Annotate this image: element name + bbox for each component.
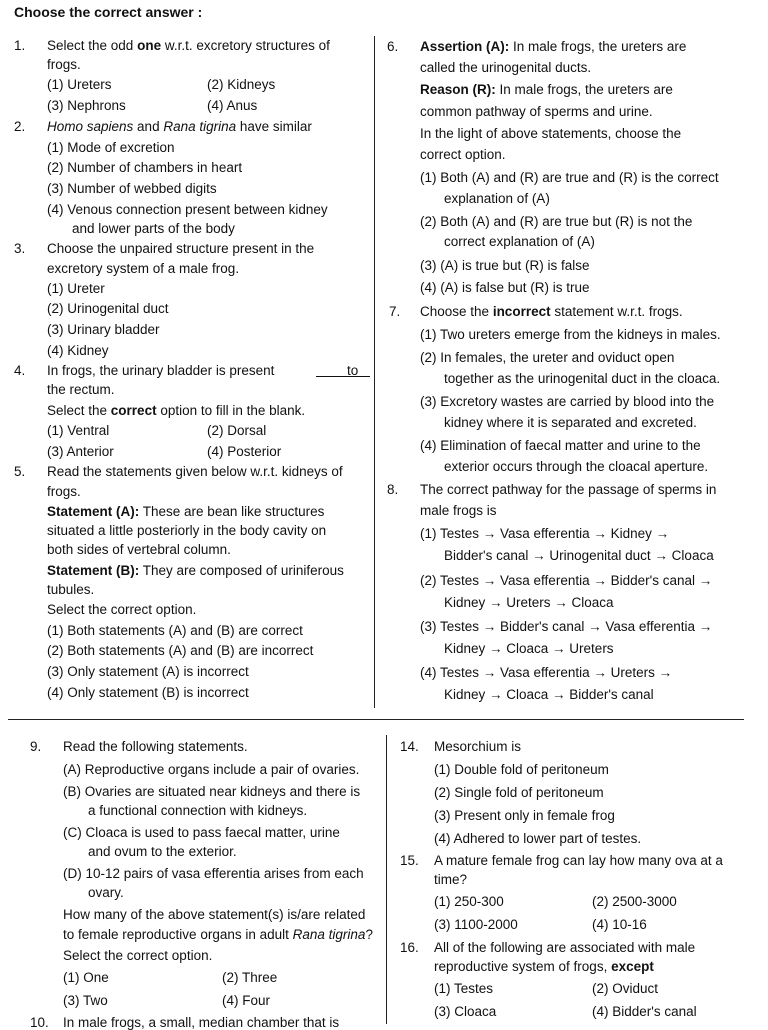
option-2-cont: together as the urinogenital duct in the cloaca.: [444, 371, 721, 386]
question-number: 16.: [400, 940, 419, 955]
assertion: Assertion (A): In male frogs, the ureters are: [420, 39, 687, 54]
option-3: (3) Two: [63, 993, 108, 1008]
question-number: 7.: [389, 304, 401, 319]
statement-b: (B) Ovaries are situated near kidneys and there is: [63, 784, 361, 799]
statement-a: (A) Reproductive organs include a pair of ovaries.: [63, 762, 360, 777]
question-text: Choose the incorrect statement w.r.t. frogs.: [420, 304, 683, 319]
option-4: (4) Testes → Vasa efferentia → Ureters →: [420, 665, 673, 680]
option-1: (1) Ventral: [47, 423, 110, 438]
option-1-cont: explanation of (A): [444, 191, 550, 206]
option-4: (4) Elimination of faecal matter and urine to the: [420, 438, 701, 453]
option-4-cont: Kidney → Cloaca → Bidder's canal: [444, 687, 654, 702]
assertion: called the urinogenital ducts.: [420, 60, 592, 75]
question-text: time?: [434, 872, 468, 887]
option-3: (3) Urinary bladder: [47, 322, 160, 337]
question-text: Read the following statements.: [63, 739, 248, 754]
question-number: 14.: [400, 739, 419, 754]
option-1: (1) Testes → Vasa efferentia → Kidney →: [420, 526, 670, 541]
question-text: the rectum.: [47, 382, 115, 397]
option-2: (2) Dorsal: [207, 423, 267, 438]
question-text: correct option.: [420, 147, 506, 162]
option-4: (4) Bidder's canal: [592, 1004, 697, 1019]
option-1: (1) 250-300: [434, 894, 504, 909]
option-4: (4) Only statement (B) is incorrect: [47, 685, 249, 700]
option-4: (4) Venous connection present between kidney: [47, 202, 328, 217]
question-text: In frogs, the urinary bladder is present: [47, 363, 275, 378]
question-number: 10.: [30, 1015, 49, 1030]
question-number: 6.: [387, 39, 399, 54]
option-2: (2) Kidneys: [207, 77, 276, 92]
option-2: (2) Urinogenital duct: [47, 301, 169, 316]
question-text: frogs.: [47, 484, 81, 499]
option-2: (2) Number of chambers in heart: [47, 160, 243, 175]
column-divider-top: [374, 36, 375, 708]
question-number: 9.: [30, 739, 42, 754]
question-text: Read the statements given below w.r.t. kidneys of: [47, 464, 343, 479]
question-text: Select the correct option to fill in the blank.: [47, 403, 306, 418]
option-1: (1) Ureter: [47, 281, 105, 296]
statement-c: (C) Cloaca is used to pass faecal matter, urine: [63, 825, 340, 840]
question-text: Choose the unpaired structure present in the: [47, 241, 315, 256]
statement-a: both sides of vertebral column.: [47, 542, 231, 557]
statement-d-cont: ovary.: [88, 885, 124, 900]
option-4: (4) Adhered to lower part of testes.: [434, 831, 642, 846]
question-number: 5.: [14, 464, 26, 479]
question-text: male frogs is: [420, 503, 497, 518]
option-3: (3) Anterior: [47, 444, 114, 459]
option-2: (2) Testes → Vasa efferentia → Bidder's canal →: [420, 573, 713, 588]
question-text: A mature female frog can lay how many ova at a: [434, 853, 723, 868]
option-4: (4) Anus: [207, 98, 258, 113]
statement-b: Statement (B): They are composed of uriniferous: [47, 563, 344, 578]
option-2: (2) Single fold of peritoneum: [434, 785, 604, 800]
option-2: (2) In females, the ureter and oviduct open: [420, 350, 675, 365]
option-3: (3) Only statement (A) is incorrect: [47, 664, 249, 679]
option-1: (1) Double fold of peritoneum: [434, 762, 609, 777]
statement-c-cont: and ovum to the exterior.: [88, 844, 237, 859]
page-heading: Choose the correct answer :: [14, 4, 203, 20]
option-3: (3) Excretory wastes are carried by blood into the: [420, 394, 715, 409]
question-text: The correct pathway for the passage of sperms in: [420, 482, 717, 497]
option-1: (1) Testes: [434, 981, 494, 996]
option-2: (2) Three: [222, 970, 278, 985]
option-3: (3) (A) is true but (R) is false: [420, 258, 590, 273]
option-4: (4) Kidney: [47, 343, 109, 358]
reason: common pathway of sperms and urine.: [420, 104, 653, 119]
option-3: (3) Present only in female frog: [434, 808, 615, 823]
question-number: 8.: [387, 482, 399, 497]
question-number: 3.: [14, 241, 26, 256]
option-2: (2) Both statements (A) and (B) are incorrect: [47, 643, 314, 658]
option-3: (3) Testes → Bidder's canal → Vasa efferentia →: [420, 619, 713, 634]
option-3: (3) Nephrons: [47, 98, 126, 113]
option-2-cont: correct explanation of (A): [444, 234, 595, 249]
question-text: Select the correct option.: [63, 948, 213, 963]
column-divider-bottom: [386, 735, 387, 1024]
question-text: In the light of above statements, choose the: [420, 126, 682, 141]
question-text: Homo sapiens and Rana tigrina have similar: [47, 119, 312, 134]
question-number: 1.: [14, 38, 26, 53]
option-4: (4) 10-16: [592, 917, 647, 932]
option-1: (1) Both (A) and (R) are true and (R) is the correct: [420, 170, 719, 185]
option-2-cont: Kidney → Ureters → Cloaca: [444, 595, 614, 610]
question-number: 4.: [14, 363, 26, 378]
question-text: to: [347, 363, 359, 378]
question-text: reproductive system of frogs, except: [434, 959, 654, 974]
option-4: (4) Posterior: [207, 444, 282, 459]
option-1: (1) Ureters: [47, 77, 112, 92]
question-number: 2.: [14, 119, 26, 134]
question-text: Mesorchium is: [434, 739, 522, 754]
fill-in-blank: [316, 376, 370, 377]
statement-d: (D) 10-12 pairs of vasa efferentia arises from each: [63, 866, 364, 881]
statement-b: tubules.: [47, 582, 95, 597]
question-text: frogs.: [47, 57, 81, 72]
option-1: (1) Two ureters emerge from the kidneys in males.: [420, 327, 721, 342]
option-2: (2) Both (A) and (R) are true but (R) is not the: [420, 214, 693, 229]
question-text: Select the odd one w.r.t. excretory structures of: [47, 38, 330, 53]
question-text: All of the following are associated with male: [434, 940, 696, 955]
option-4: (4) (A) is false but (R) is true: [420, 280, 590, 295]
question-text: How many of the above statement(s) is/are related: [63, 907, 366, 922]
statement-b-cont: a functional connection with kidneys.: [88, 803, 308, 818]
option-3-cont: Kidney → Cloaca → Ureters: [444, 641, 614, 656]
statement-a: Statement (A): These are bean like structures: [47, 504, 325, 519]
question-text: In male frogs, a small, median chamber that is: [63, 1015, 340, 1030]
option-4: (4) Four: [222, 993, 271, 1008]
statement-a: situated a little posteriorly in the body cavity on: [47, 523, 327, 538]
option-3: (3) Number of webbed digits: [47, 181, 217, 196]
option-2: (2) Oviduct: [592, 981, 659, 996]
option-4-cont: and lower parts of the body: [72, 221, 235, 236]
option-1-cont: Bidder's canal → Urinogenital duct → Cloaca: [444, 548, 714, 563]
option-1: (1) Both statements (A) and (B) are correct: [47, 623, 303, 638]
option-3: (3) 1100-2000: [434, 917, 518, 932]
question-text: Select the correct option.: [47, 602, 197, 617]
option-2: (2) 2500-3000: [592, 894, 677, 909]
question-text: to female reproductive organs in adult Rana tigrina?: [63, 927, 373, 942]
question-number: 15.: [400, 853, 419, 868]
option-1: (1) Mode of excretion: [47, 140, 175, 155]
section-divider: [8, 719, 744, 720]
option-3: (3) Cloaca: [434, 1004, 497, 1019]
option-1: (1) One: [63, 970, 109, 985]
reason: Reason (R): In male frogs, the ureters are: [420, 82, 673, 97]
option-3-cont: kidney where it is separated and excreted.: [444, 415, 697, 430]
option-4-cont: exterior occurs through the cloacal aperture.: [444, 459, 709, 474]
question-text: excretory system of a male frog.: [47, 261, 240, 276]
